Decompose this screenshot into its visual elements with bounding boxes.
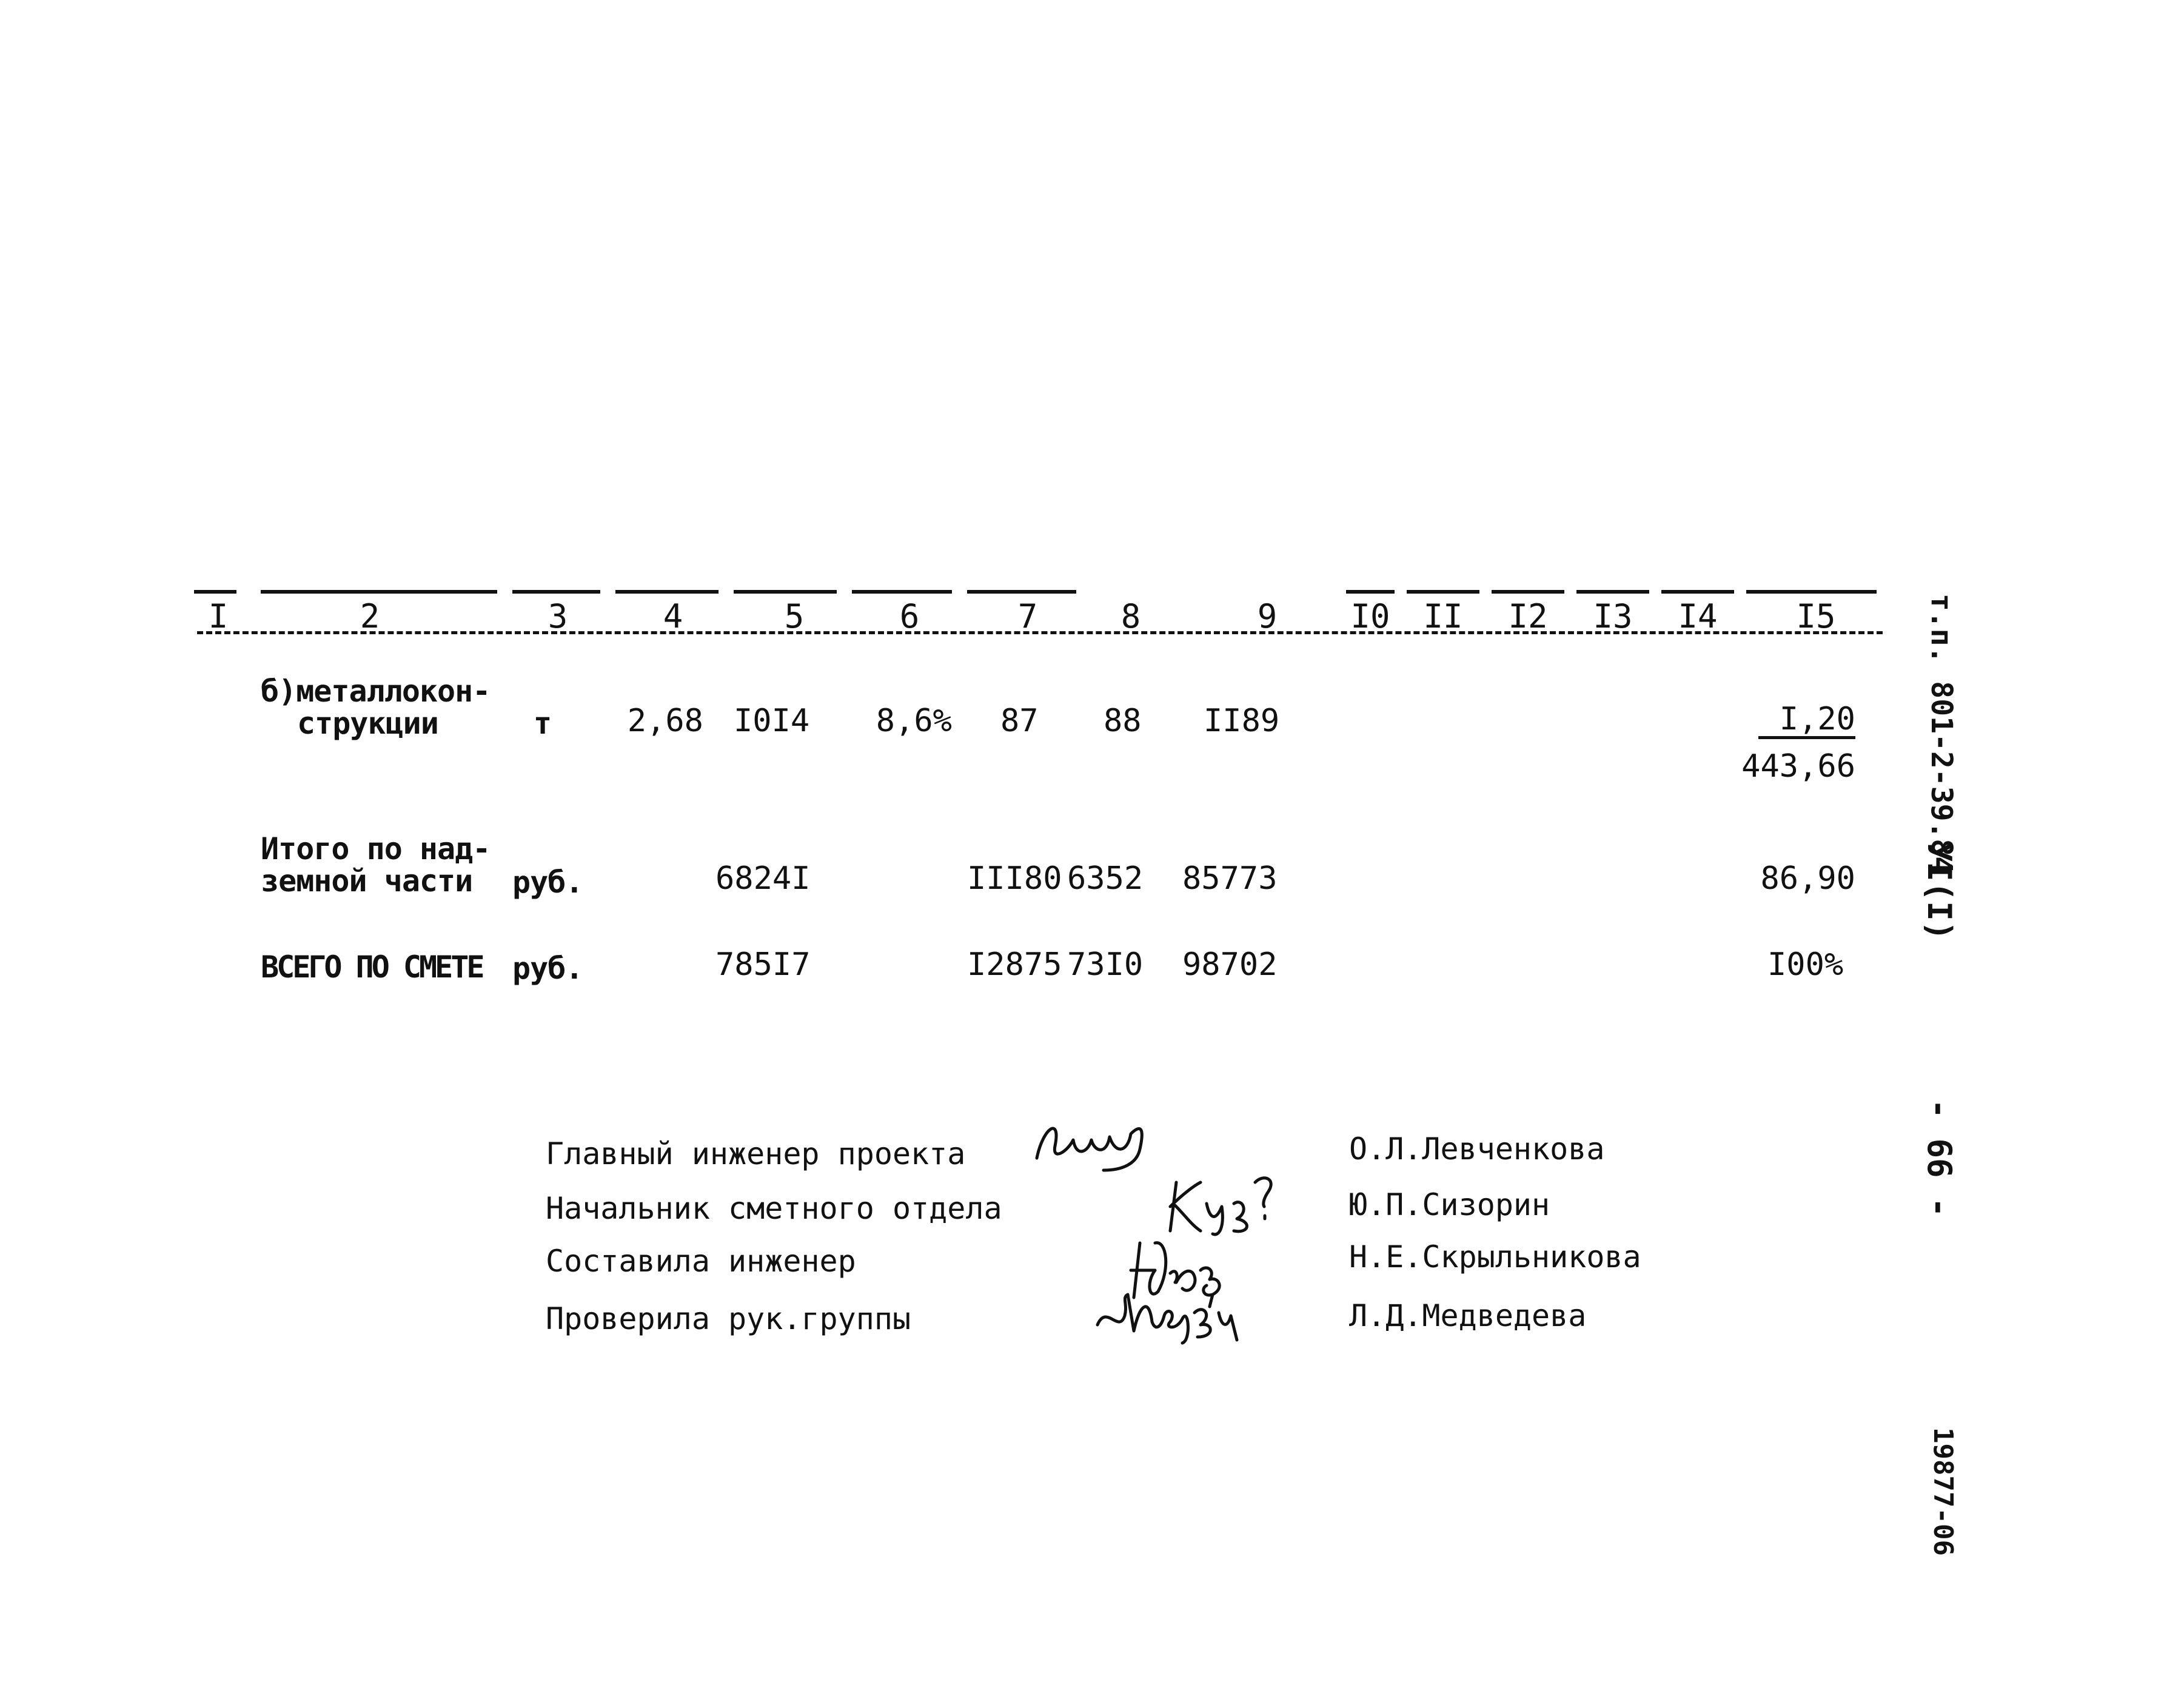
column-header-8: 8: [1120, 597, 1141, 635]
row-col-7: III80: [967, 860, 1062, 897]
row-name-line1: б)металлокон-: [261, 674, 491, 709]
margin-archive-number: 19877-06: [1928, 1427, 1958, 1556]
margin-doc-code: т.п. 801-2-39.84: [1924, 593, 1958, 874]
row-col-15-bottom: 443,66: [1741, 748, 1855, 785]
row-name: ВСЕГО ПО СМЕТЕ: [261, 950, 483, 985]
column-header-1: I: [208, 597, 229, 635]
row-col-8: 88: [1104, 703, 1142, 739]
row-col-9: 85773: [1182, 860, 1278, 897]
signature-name: Л.Д.Медведева: [1349, 1298, 1587, 1333]
row-col-15-top: I,20: [1758, 703, 1855, 739]
row-col-5: 785I7: [715, 946, 811, 983]
column-header-6: 6: [899, 597, 920, 635]
row-col-5: 6824I: [715, 860, 811, 897]
row-unit: руб.: [512, 951, 583, 986]
row-col-6: 8,6%: [876, 703, 952, 739]
handwritten-signature-2: [1164, 1170, 1285, 1237]
column-header-15: I5: [1796, 597, 1836, 635]
row-col-9: II89: [1204, 703, 1280, 739]
signature-name: Ю.П.Сизорин: [1349, 1187, 1550, 1222]
column-header-5: 5: [784, 597, 805, 635]
column-header-7: 7: [1017, 597, 1038, 635]
column-header-10: I0: [1350, 597, 1390, 635]
row-col-15: 86,90: [1760, 860, 1855, 897]
column-header-12: I2: [1508, 597, 1548, 635]
row-col-9: 98702: [1182, 946, 1278, 983]
signature-role: Главный инженер проекта: [546, 1136, 966, 1171]
column-header-4: 4: [663, 597, 683, 635]
row-col-7: 87: [1000, 703, 1039, 739]
page-number: - 66 -: [1920, 1099, 1958, 1218]
row-unit: т: [534, 706, 552, 741]
row-col-5: I0I4: [734, 703, 810, 739]
column-header-14: I4: [1678, 597, 1718, 635]
signature-role: Составила инженер: [546, 1244, 856, 1279]
signature-role: Начальник сметного отдела: [546, 1191, 1002, 1226]
signature-name: О.Л.Левченкова: [1349, 1131, 1605, 1167]
row-col-7: I2875: [967, 946, 1062, 983]
row-name-line2: струкции: [297, 706, 438, 741]
row-col-4: 2,68: [627, 703, 703, 739]
column-header-3: 3: [548, 597, 568, 635]
signature-role: Проверила рук.группы: [546, 1301, 911, 1336]
row-name-line2: земной части: [261, 863, 473, 899]
row-unit: руб.: [512, 865, 583, 900]
header-dashed-rule: [197, 631, 1883, 634]
column-header-9: 9: [1257, 597, 1278, 635]
handwritten-signature-4: [1091, 1279, 1249, 1346]
signature-name: Н.Е.Скрыльникова: [1349, 1239, 1641, 1275]
row-col-15: I00%: [1767, 946, 1844, 983]
row-name-line1: Итого по над-: [261, 831, 491, 866]
column-header-11: II: [1423, 597, 1463, 635]
column-header-2: 2: [360, 597, 380, 635]
row-col-8: 6352: [1067, 860, 1144, 897]
column-header-13: I3: [1593, 597, 1633, 635]
row-col-8: 73I0: [1067, 946, 1144, 983]
margin-section: УI(I): [1920, 842, 1958, 941]
